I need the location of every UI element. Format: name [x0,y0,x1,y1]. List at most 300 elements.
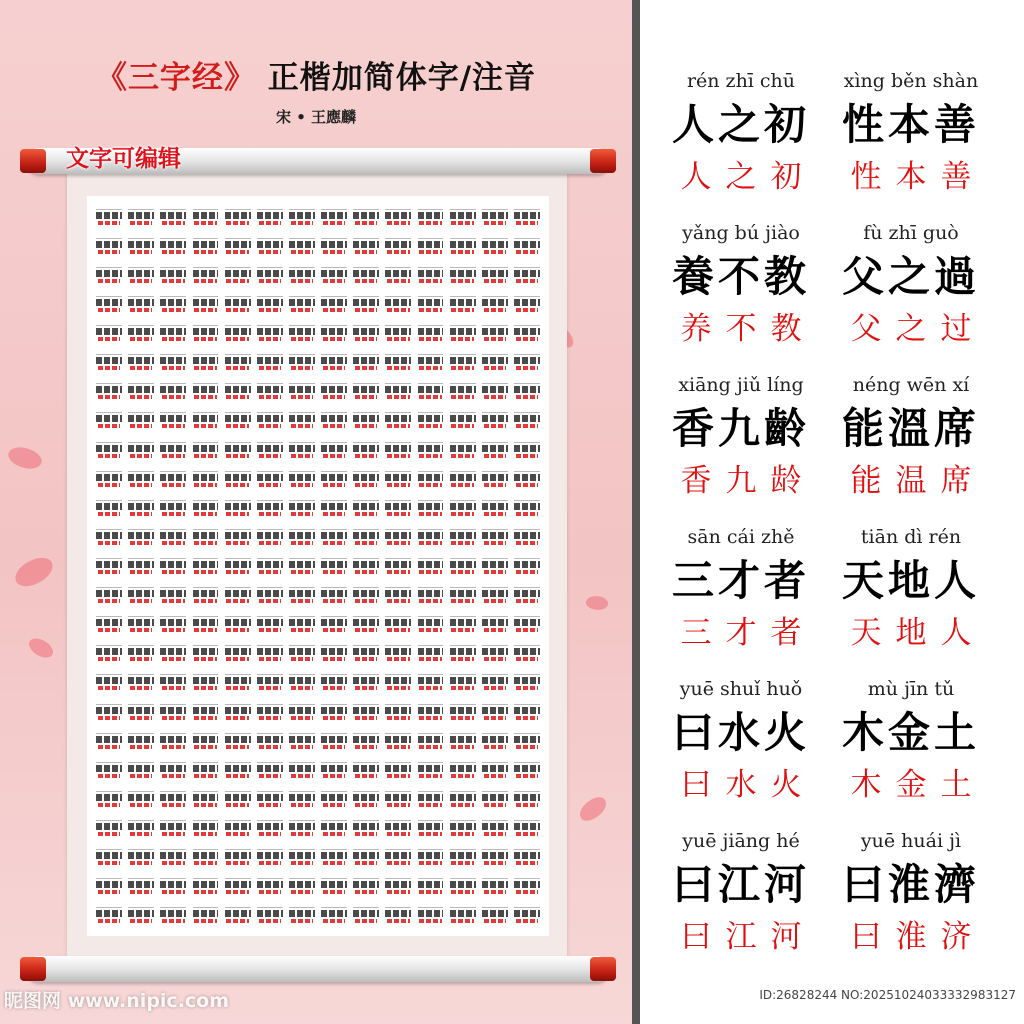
mini-text-cell [320,639,348,668]
mini-text-cell [513,202,541,231]
mini-text-cell [320,348,348,377]
mini-text-cell [352,639,380,668]
title-highlight: 三字经 [127,60,224,96]
mini-text-cell [352,726,380,755]
mini-text-cell [416,872,444,901]
mini-text-cell [513,581,541,610]
mini-text-cell [191,406,219,435]
traditional-text: 性本善 [841,100,980,149]
mini-text-cell [384,289,412,318]
mini-text-cell [513,289,541,318]
mini-text-cell [481,260,509,289]
mini-text-cell [95,318,123,347]
traditional-text: 曰淮濟 [841,860,980,909]
mini-text-cell [191,202,219,231]
verse-phrase-left [656,218,826,352]
mini-text-cell [416,289,444,318]
verse-row [640,826,1024,978]
mini-text-cell [288,814,316,843]
verse-phrase-right [826,522,996,656]
mini-text-cell [449,755,477,784]
mini-text-cell [159,901,187,930]
mini-text-cell [95,231,123,260]
mini-text-cell [320,872,348,901]
mini-text-cell [224,348,252,377]
mini-text-cell [288,493,316,522]
mini-text-cell [320,901,348,930]
mini-text-cell [320,551,348,580]
mini-text-cell [352,522,380,551]
mini-text-cell [320,668,348,697]
mini-text-cell [384,493,412,522]
mini-text-cell [127,668,155,697]
mini-text-cell [159,289,187,318]
mini-text-cell [384,464,412,493]
mini-text-cell [481,610,509,639]
mini-text-cell [352,814,380,843]
rod-cap-right [590,957,616,981]
mini-text-cell [352,784,380,813]
scroll-sheet-content [87,196,549,936]
mini-text-cell [95,901,123,930]
mini-text-cell [224,202,252,231]
mini-text-cell [352,872,380,901]
pinyin-text: rén zhī chū [686,70,796,92]
mini-text-cell [416,493,444,522]
mini-text-cell [224,755,252,784]
mini-text-cell [256,726,284,755]
mini-text-cell [224,318,252,347]
mini-text-cell [513,755,541,784]
simplified-text: 人之初 [680,159,816,195]
mini-text-cell [384,348,412,377]
mini-text-cell [224,581,252,610]
mini-text-cell [449,464,477,493]
mini-text-cell [449,231,477,260]
mini-text-cell [384,610,412,639]
mini-text-cell [288,843,316,872]
mini-text-cell [481,784,509,813]
mini-text-cell [449,348,477,377]
mini-text-cell [224,551,252,580]
mini-text-cell [159,551,187,580]
mini-text-cell [224,231,252,260]
mini-text-cell [191,726,219,755]
mini-text-cell [159,493,187,522]
mini-text-cell [95,289,123,318]
mini-text-cell [513,843,541,872]
mini-text-cell [288,522,316,551]
scroll-rod-bottom [26,956,610,982]
title-open-bracket: 《 [95,60,128,96]
mini-text-cell [384,784,412,813]
mini-text-cell [288,318,316,347]
petal-decoration [576,794,611,825]
mini-text-cell [127,231,155,260]
mini-text-cell [384,726,412,755]
mini-text-cell [416,581,444,610]
simplified-text: 木金土 [850,767,986,803]
mini-text-cell [384,435,412,464]
traditional-text: 養不教 [671,252,810,301]
mini-text-cell [127,377,155,406]
mini-text-cell [449,610,477,639]
mini-text-cell [224,784,252,813]
petal-decoration [26,634,56,663]
mini-text-cell [384,668,412,697]
pinyin-text: yuē shuǐ huǒ [679,678,803,700]
mini-text-cell [481,843,509,872]
mini-text-cell [95,814,123,843]
mini-text-cell [352,260,380,289]
mini-text-cell [384,231,412,260]
mini-text-cell [191,814,219,843]
mini-text-cell [224,435,252,464]
mini-text-cell [95,697,123,726]
pinyin-text: tiān dì rén [860,526,962,548]
simplified-text: 三才者 [680,615,816,651]
mini-text-cell [256,435,284,464]
mini-text-cell [384,202,412,231]
traditional-text: 能溫席 [841,404,980,453]
mini-text-cell [288,697,316,726]
mini-text-cell [224,610,252,639]
mini-text-cell [449,697,477,726]
mini-text-cell [449,901,477,930]
mini-text-cell [352,289,380,318]
mini-text-cell [191,435,219,464]
mini-text-cell [481,318,509,347]
mini-text-cell [352,581,380,610]
mini-text-cell [384,639,412,668]
mini-text-cell [159,260,187,289]
mini-text-cell [159,377,187,406]
mini-text-cell [416,639,444,668]
mini-text-cell [159,522,187,551]
mini-text-cell [449,784,477,813]
mini-text-cell [95,522,123,551]
mini-text-cell [288,639,316,668]
mini-text-cell [256,755,284,784]
mini-text-cell [224,406,252,435]
mini-text-cell [449,581,477,610]
mini-text-cell [95,202,123,231]
mini-text-cell [513,493,541,522]
mini-text-cell [159,348,187,377]
mini-text-cell [513,522,541,551]
mini-text-cell [416,202,444,231]
mini-text-cell [513,784,541,813]
mini-text-cell [320,581,348,610]
mini-text-cell [288,289,316,318]
mini-text-cell [127,464,155,493]
mini-text-cell [127,318,155,347]
traditional-text: 父之過 [841,252,980,301]
mini-text-cell [449,377,477,406]
mini-text-cell [159,726,187,755]
mini-text-cell [352,668,380,697]
mini-text-cell [320,464,348,493]
mini-text-cell [416,260,444,289]
mini-text-cell [191,551,219,580]
mini-text-cell [191,260,219,289]
verse-row [640,674,1024,826]
mini-text-cell [191,348,219,377]
mini-text-cell [513,726,541,755]
simplified-text: 能温席 [850,463,986,499]
simplified-text: 天地人 [850,615,986,651]
mini-text-cell [416,814,444,843]
mini-text-cell [320,610,348,639]
mini-text-cell [416,668,444,697]
poster-title [0,52,632,97]
verse-phrase-left [656,674,826,808]
mini-text-cell [95,581,123,610]
mini-text-cell [159,814,187,843]
mini-text-cell [352,348,380,377]
simplified-text: 曰江河 [680,919,816,955]
mini-text-cell [191,377,219,406]
mini-text-cell [95,872,123,901]
mini-text-cell [191,493,219,522]
mini-text-cell [256,260,284,289]
traditional-text: 曰江河 [671,860,810,909]
pinyin-text: yuē huái jì [860,830,962,852]
verse-panel [640,0,1024,1024]
mini-text-grid [95,202,541,930]
mini-text-cell [320,231,348,260]
mini-text-cell [352,697,380,726]
mini-text-cell [224,289,252,318]
pinyin-text: xiāng jiǔ líng [678,374,804,396]
mini-text-cell [256,551,284,580]
mini-text-cell [320,202,348,231]
mini-text-cell [159,464,187,493]
mini-text-cell [191,289,219,318]
mini-text-cell [256,814,284,843]
mini-text-cell [449,639,477,668]
mini-text-cell [127,872,155,901]
simplified-text: 曰水火 [680,767,816,803]
mini-text-cell [320,260,348,289]
mini-text-cell [191,318,219,347]
verse-phrase-right [826,370,996,504]
mini-text-cell [224,901,252,930]
mini-text-cell [416,377,444,406]
mini-text-cell [416,435,444,464]
mini-text-cell [256,464,284,493]
mini-text-cell [127,639,155,668]
mini-text-cell [449,260,477,289]
mini-text-cell [416,231,444,260]
mini-text-cell [481,639,509,668]
mini-text-cell [513,610,541,639]
mini-text-cell [191,668,219,697]
mini-text-cell [481,202,509,231]
mini-text-cell [384,901,412,930]
mini-text-cell [513,639,541,668]
mini-text-cell [95,843,123,872]
mini-text-cell [449,318,477,347]
mini-text-cell [224,464,252,493]
mini-text-cell [288,726,316,755]
mini-text-cell [191,784,219,813]
mini-text-cell [127,755,155,784]
mini-text-cell [127,522,155,551]
mini-text-cell [127,348,155,377]
mini-text-cell [513,318,541,347]
mini-text-cell [416,784,444,813]
mini-text-cell [191,755,219,784]
mini-text-cell [224,697,252,726]
mini-text-cell [513,872,541,901]
mini-text-cell [481,755,509,784]
mini-text-cell [384,406,412,435]
mini-text-cell [224,814,252,843]
mini-text-cell [416,901,444,930]
mini-text-cell [288,406,316,435]
verse-row [640,370,1024,522]
pinyin-text: néng wēn xí [852,374,970,396]
mini-text-cell [191,697,219,726]
pinyin-text: xìng běn shàn [843,70,979,92]
verse-phrase-left [656,826,826,960]
mini-text-cell [513,551,541,580]
mini-text-cell [384,260,412,289]
mini-text-cell [352,610,380,639]
pinyin-text: yuē jiāng hé [682,830,800,852]
mini-text-cell [384,318,412,347]
mini-text-cell [513,814,541,843]
mini-text-cell [320,814,348,843]
mini-text-cell [481,348,509,377]
simplified-text: 父之过 [850,311,986,347]
mini-text-cell [224,872,252,901]
mini-text-cell [416,610,444,639]
mini-text-cell [320,522,348,551]
simplified-text: 养不教 [680,311,816,347]
mini-text-cell [159,610,187,639]
mini-text-cell [384,581,412,610]
mini-text-cell [288,348,316,377]
mini-text-cell [191,464,219,493]
mini-text-cell [256,318,284,347]
mini-text-cell [95,435,123,464]
mini-text-cell [191,901,219,930]
mini-text-cell [95,668,123,697]
mini-text-cell [127,843,155,872]
title-close-bracket: 》 [223,60,256,96]
mini-text-cell [256,289,284,318]
mini-text-cell [513,377,541,406]
mini-text-cell [481,697,509,726]
mini-text-cell [288,872,316,901]
mini-text-cell [352,377,380,406]
mini-text-cell [384,522,412,551]
mini-text-cell [159,872,187,901]
mini-text-cell [256,639,284,668]
mini-text-cell [256,697,284,726]
mini-text-cell [224,639,252,668]
mini-text-cell [320,843,348,872]
mini-text-cell [449,435,477,464]
verse-phrase-left [656,66,826,200]
mini-text-cell [159,581,187,610]
mini-text-cell [127,406,155,435]
mini-text-cell [449,726,477,755]
mini-text-cell [127,260,155,289]
mini-text-cell [288,435,316,464]
traditional-text: 木金土 [841,708,980,757]
mini-text-cell [449,406,477,435]
mini-text-cell [513,260,541,289]
mini-text-cell [416,348,444,377]
mini-text-cell [191,639,219,668]
mini-text-cell [320,755,348,784]
mini-text-cell [95,493,123,522]
verse-row [640,522,1024,674]
mini-text-cell [416,522,444,551]
mini-text-cell [416,843,444,872]
mini-text-cell [384,377,412,406]
mini-text-cell [127,901,155,930]
mini-text-cell [95,639,123,668]
mini-text-cell [256,377,284,406]
mini-text-cell [95,260,123,289]
mini-text-cell [191,610,219,639]
mini-text-cell [191,522,219,551]
mini-text-cell [256,202,284,231]
mini-text-cell [159,406,187,435]
mini-text-cell [288,784,316,813]
title-rest: 正楷加简体字/注音 [267,60,537,96]
mini-text-cell [416,697,444,726]
mini-text-cell [384,551,412,580]
mini-text-cell [513,231,541,260]
verse-phrase-right [826,674,996,808]
mini-text-cell [95,348,123,377]
mini-text-cell [191,231,219,260]
mini-text-cell [159,843,187,872]
mini-text-cell [256,668,284,697]
mini-text-cell [159,784,187,813]
mini-text-cell [224,260,252,289]
mini-text-cell [288,901,316,930]
mini-text-cell [288,377,316,406]
mini-text-cell [127,610,155,639]
mini-text-cell [127,697,155,726]
mini-text-cell [127,289,155,318]
mini-text-cell [449,522,477,551]
traditional-text: 人之初 [671,100,810,149]
verse-row [640,218,1024,370]
mini-text-cell [481,377,509,406]
mini-text-cell [256,231,284,260]
mini-text-cell [95,726,123,755]
mini-text-cell [224,668,252,697]
traditional-text: 香九齡 [671,404,810,453]
verse-phrase-right [826,66,996,200]
mini-text-cell [127,551,155,580]
mini-text-cell [127,784,155,813]
mini-text-cell [481,581,509,610]
mini-text-cell [95,551,123,580]
mini-text-cell [127,581,155,610]
mini-text-cell [320,697,348,726]
traditional-text: 曰水火 [671,708,810,757]
scroll-sheet [67,174,567,958]
mini-text-cell [416,551,444,580]
